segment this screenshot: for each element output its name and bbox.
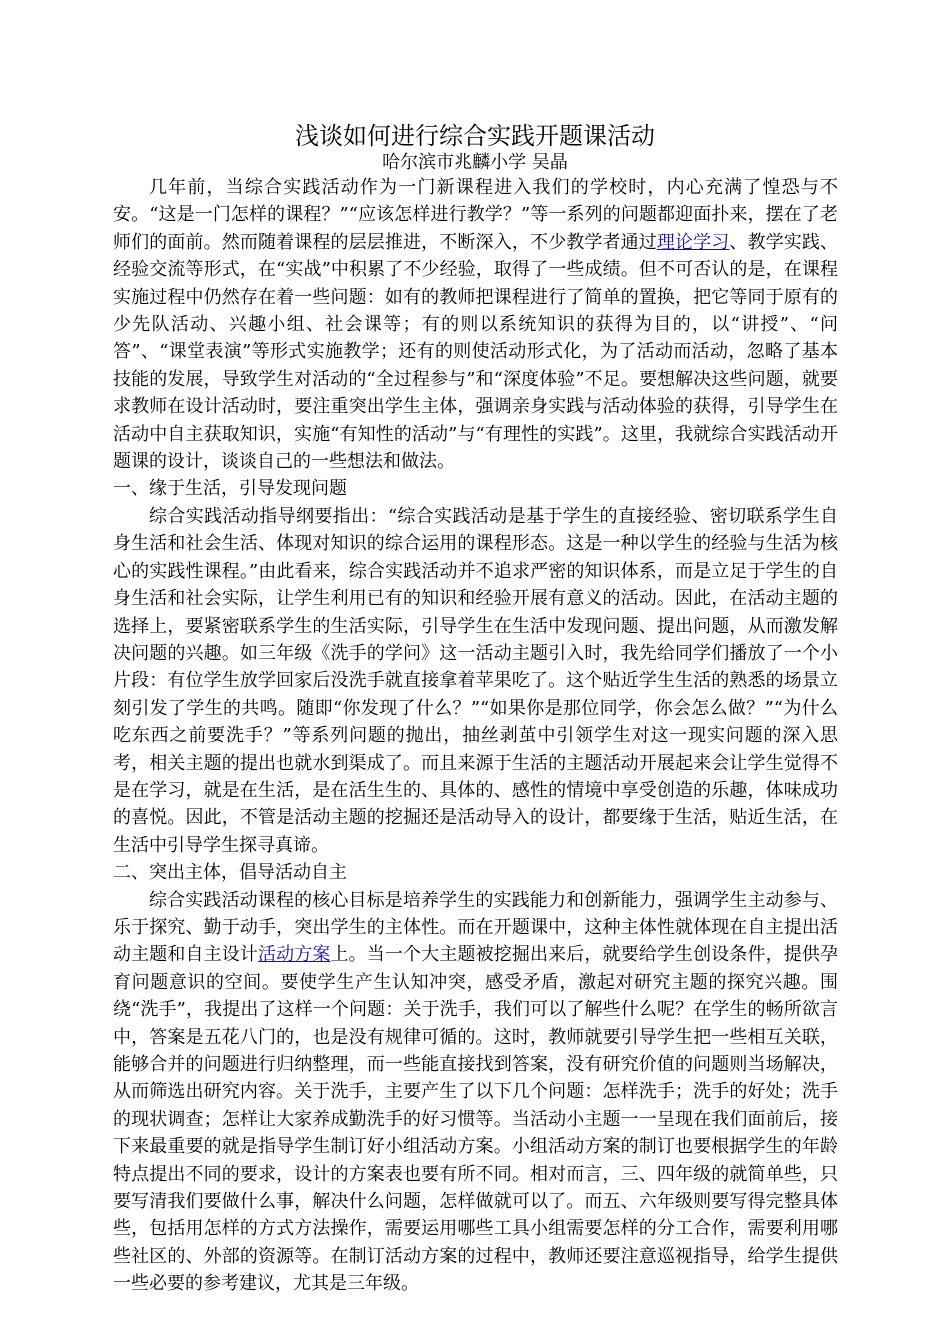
activity-plan-link[interactable]: 活动方案: [258, 944, 331, 966]
intro-paragraph: [113, 174, 838, 475]
section-2-paragraph: [113, 887, 838, 1298]
author-line: 哈尔滨市兆麟小学 吴晶: [382, 152, 568, 173]
section-1-heading: 一、缘于生活，引导发现问题: [113, 478, 347, 500]
theory-study-link[interactable]: 理论学习: [656, 231, 730, 253]
document-title: 浅谈如何进行综合实践开题课活动: [295, 122, 655, 150]
section-1-paragraph: 综合实践活动指导纲要指出：“综合实践活动是基于学生的直接经验、密切联系学生自身生活和社会生活、体现对知识的综合运用的课程形态。这是一种以学生的经验与生活为核心的实践性课程。”由此看来，综合实践活动并不追求严密的知识体系，而是立足于学生的自身生活和社会实际，让学生利用已有的知识和经验开展有意义的活动。因此，在活动主题的选择上，要紧密联系学生的生活实际，引导学生在生活中发现问题、提出问题，从而激发解决问题的兴趣。如三年级《洗手的学问》这一活动主题引入时，我先给同学们播放了一个小片段：有位学生放学回家后没洗手就直接拿着苹果吃了。这个贴近学生生活的熟悉的场景立刻引发了学生的共鸣。随即“你发现了什么？”“如果你是那位同学，你会怎么做？”“为什么吃东西之前要洗手？”等系列问题的抛出，抽丝剥茧中引领学生对这一现实问题的深入思考，相关主题的提出也就水到渠成了。而且来源于生活的主题活动开展起来会让学生觉得不是在学习，就是在生活，是在活生生的、具体的、感性的情境中享受创造的乐趣，体味成功的喜悦。因此，不管是活动主题的挖掘还是活动导入的设计，都要缘于生活，贴近生活，在生活中引导学生探寻真谛。: [113, 505, 838, 856]
section-2-text-before-link: 综合实践活动课程的核心目标是培养学生的实践能力和创新能力，强调学生主动参与、乐于探究、勤于动手，突出学生的主体性。而在开题课中，这种主体性就体现在自主提出活动主题和自主设计: [113, 889, 838, 966]
intro-text-before-link: 几年前，当综合实践活动作为一门新课程进入我们的学校时，内心充满了惶恐与不安。“这是一门怎样的课程？”“应该怎样进行教学？”等一系列的问题都迎面扑来，摆在了老师们的面前。然而随着课程的层层推进，不断深入，不少教学者通过: [113, 177, 838, 253]
section-2-text-after-link: 上。当一个大主题被挖掘出来后，就要给学生创设条件，提供孕育问题意识的空间。要使学生产生认知冲突，感受矛盾，激起对研究主题的探究兴趣。围绕“洗手”，我提出了这样一个问题：关于洗手，我们可以了解些什么呢？在学生的畅所欲言中，答案是五花八门的，也是没有规律可循的。这时，教师就要引导学生把一些相互关联，能够合并的问题进行归纳整理，而一些能直接找到答案，没有研究价值的问题则当场解决，从而筛选出研究内容。关于洗手，主要产生了以下几个问题：怎样洗手；洗手的好处；洗手的现状调查；怎样让大家养成勤洗手的好习惯等。当活动小主题一一呈现在我们面前后，接下来最重要的就是指导学生制订好小组活动方案。小组活动方案的制订也要根据学生的年龄特点提出不同的要求，设计的方案表也要有所不同。相对而言，三、四年级的就简单些，只要写清我们要做什么事，解决什么问题，怎样做就可以了。而五、六年级则要写得完整具体些，包括用怎样的方式方法操作，需要运用哪些工具小组需要怎样的分工合作，需要利用哪些社区的、外部的资源等。在制订活动方案的过程中，教师还要注意巡视指导，给学生提供一些必要的参考建议，尤其是三年级。: [113, 944, 839, 1295]
intro-text-after-link: 、教学实践、经验交流等形式，在“实战”中积累了不少经验，取得了一些成绩。但不可否认的是，在课程实施过程中仍然存在着一些问题：如有的教师把课程进行了简单的置换，把它等同于原有的少先队活动、兴趣小组、社会课等；有的则以系统知识的获得为目的，以“讲授”、“问答”、“课堂表演”等形式实施教学；还有的则使活动形式化，为了活动而活动，忽略了基本技能的发展，导致学生对活动的“全过程参与”和“深度体验”不足。要想解决这些问题，就要求教师在设计活动时，要注重突出学生主体，强调亲身实践与活动体验的获得，引导学生在活动中自主获取知识，实施“有知性的活动”与“有理性的实践”。这里，我就综合实践活动开题课的设计，谈谈自己的一些想法和做法。: [113, 231, 838, 473]
section-2-heading: 二、突出主体，倡导活动自主: [113, 862, 347, 884]
document-body: [113, 174, 838, 1298]
